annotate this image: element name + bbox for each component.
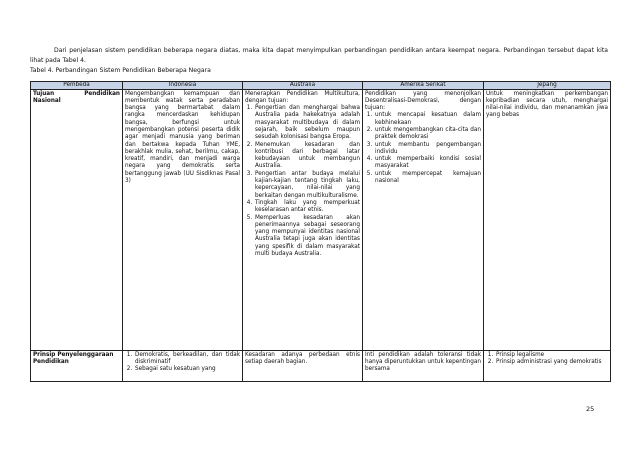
- row-label-prinsip: Prinsip Penyelenggaraan Pendidikan: [31, 350, 123, 381]
- list-item: 2. Menemukan kesadaran dan kontribusi dari berbagai latar kebudayaan untuk membangun Australia.: [254, 142, 360, 171]
- comparison-table: [30, 81, 611, 382]
- header-pembeda: Pembeda: [31, 82, 123, 90]
- list-item: 1. Prinsip legalisme: [495, 352, 608, 359]
- list-item: 3. untuk membantu pengembangan individu: [374, 142, 481, 157]
- cell-indonesia-tujuan: Mengembangkan kemampuan dan membentuk watak serta peradaban bangsa yang bermartabat dalam rangka mencerdaskan kehidupan bangsa, berfungsi untuk mengembangkan potensi peserta didik agar menjadi manusia yang beriman dan bertakwa kepada Tuhan YME, berakhlak mulia, sehat, berilmu, cakap, kreatif, mandiri, dan menjadi warga negara yang demokratis serta bertanggung jawab (UU Sisdiknas Pasal 3): [123, 89, 243, 350]
- cell-jepang-prinsip: [484, 350, 611, 381]
- jepang-prinsip-list: [486, 352, 608, 367]
- row-label-tujuan: Tujuan Pendidikan Nasional: [31, 89, 123, 350]
- header-jepang: Jepang: [484, 82, 611, 90]
- header-australia: Australia: [243, 82, 363, 90]
- list-item: 2. untuk mengembangkan cita-cita dan praktek demokrasi: [374, 127, 481, 142]
- list-item: 1. Demokratis, berkeadilan, dan tidak diskriminatif: [134, 352, 240, 367]
- indonesia-prinsip-list: [125, 352, 240, 374]
- list-item: 2. Sebagai satu kesatuan yang: [134, 366, 240, 373]
- table-header-row: [31, 82, 611, 90]
- cell-amerika-prinsip: Inti pendidikan adalah toleransi tidak hanya diperuntukkan untuk kepentingan bersama: [363, 350, 484, 381]
- list-item: 1. untuk mencapai kesatuan dalam kebhinekaan: [374, 112, 481, 127]
- intro-paragraph: Dari penjelasan sistem pendidikan beberapa negara diatas, maka kita dapat menyimpulkan perbandingan pendidikan antara keempat negara. Perbandingan tersebut dapat kita lihat pada Tabel 4.: [30, 47, 608, 64]
- cell-jepang-tujuan: Untuk meningkatkan perkembangan kepribadian secara utuh, menghargai nilai-nilai individu, dan menanamkan jiwa yang bebas: [484, 89, 611, 350]
- header-amerika-serikat: Amerika Serikat: [363, 82, 484, 90]
- cell-australia-prinsip: Kesadaran adanya perbedaan etnis setiap daerah bagian.: [243, 350, 363, 381]
- list-item: 5. untuk mempercepat kemajuan nasional: [374, 171, 481, 186]
- list-item: 2. Prinsip administrasi yang demokratis: [495, 359, 608, 366]
- australia-intro: Menerapkan Pendidikan Multikultura, dengan tujuan:: [245, 90, 360, 104]
- list-item: 5. Memperluas kesadaran akan penerimaannya sebagai seseorang yang mempunyai identitas nasional Australia tetapi juga akan identitas yang spesifik di dalam masyarakat multi budaya Australia.: [254, 215, 360, 259]
- australia-list: [245, 105, 360, 258]
- table-row: [31, 89, 611, 350]
- cell-indonesia-prinsip: [123, 350, 243, 381]
- table-row: [31, 350, 611, 381]
- list-item: 4. Tingkah laku yang memperkuat keselarasan antar etnis.: [254, 200, 360, 215]
- cell-australia-tujuan: [243, 89, 363, 350]
- amerika-intro: Pendidikan yang menonjolkan Desentralisasi-Demokrasi, dengan tujuan:: [365, 90, 481, 112]
- page-number: 25: [586, 405, 595, 413]
- cell-amerika-tujuan: [363, 89, 484, 350]
- table-caption: Tabel 4. Perbandingan Sistem Pendidikan Beberapa Negara: [30, 67, 211, 74]
- list-item: 4. untuk memperbaiki kondisi sosial masyarakat: [374, 156, 481, 171]
- header-indonesia: Indonesia: [123, 82, 243, 90]
- amerika-list: [365, 112, 481, 185]
- list-item: 3. Pengertian antar budaya melalui kajian-kajian tentang tingkah laku, kepercayaan, nilai-nilai yang berkaitan dengan multikulturalisme.: [254, 171, 360, 200]
- list-item: 1. Pengertian dan menghargai bahwa Australia pada hakekatnya adalah masyarakat multibudaya di dalam sejarah, baik sebelum maupun sesudah kolonisasi bangsa Eropa.: [254, 105, 360, 141]
